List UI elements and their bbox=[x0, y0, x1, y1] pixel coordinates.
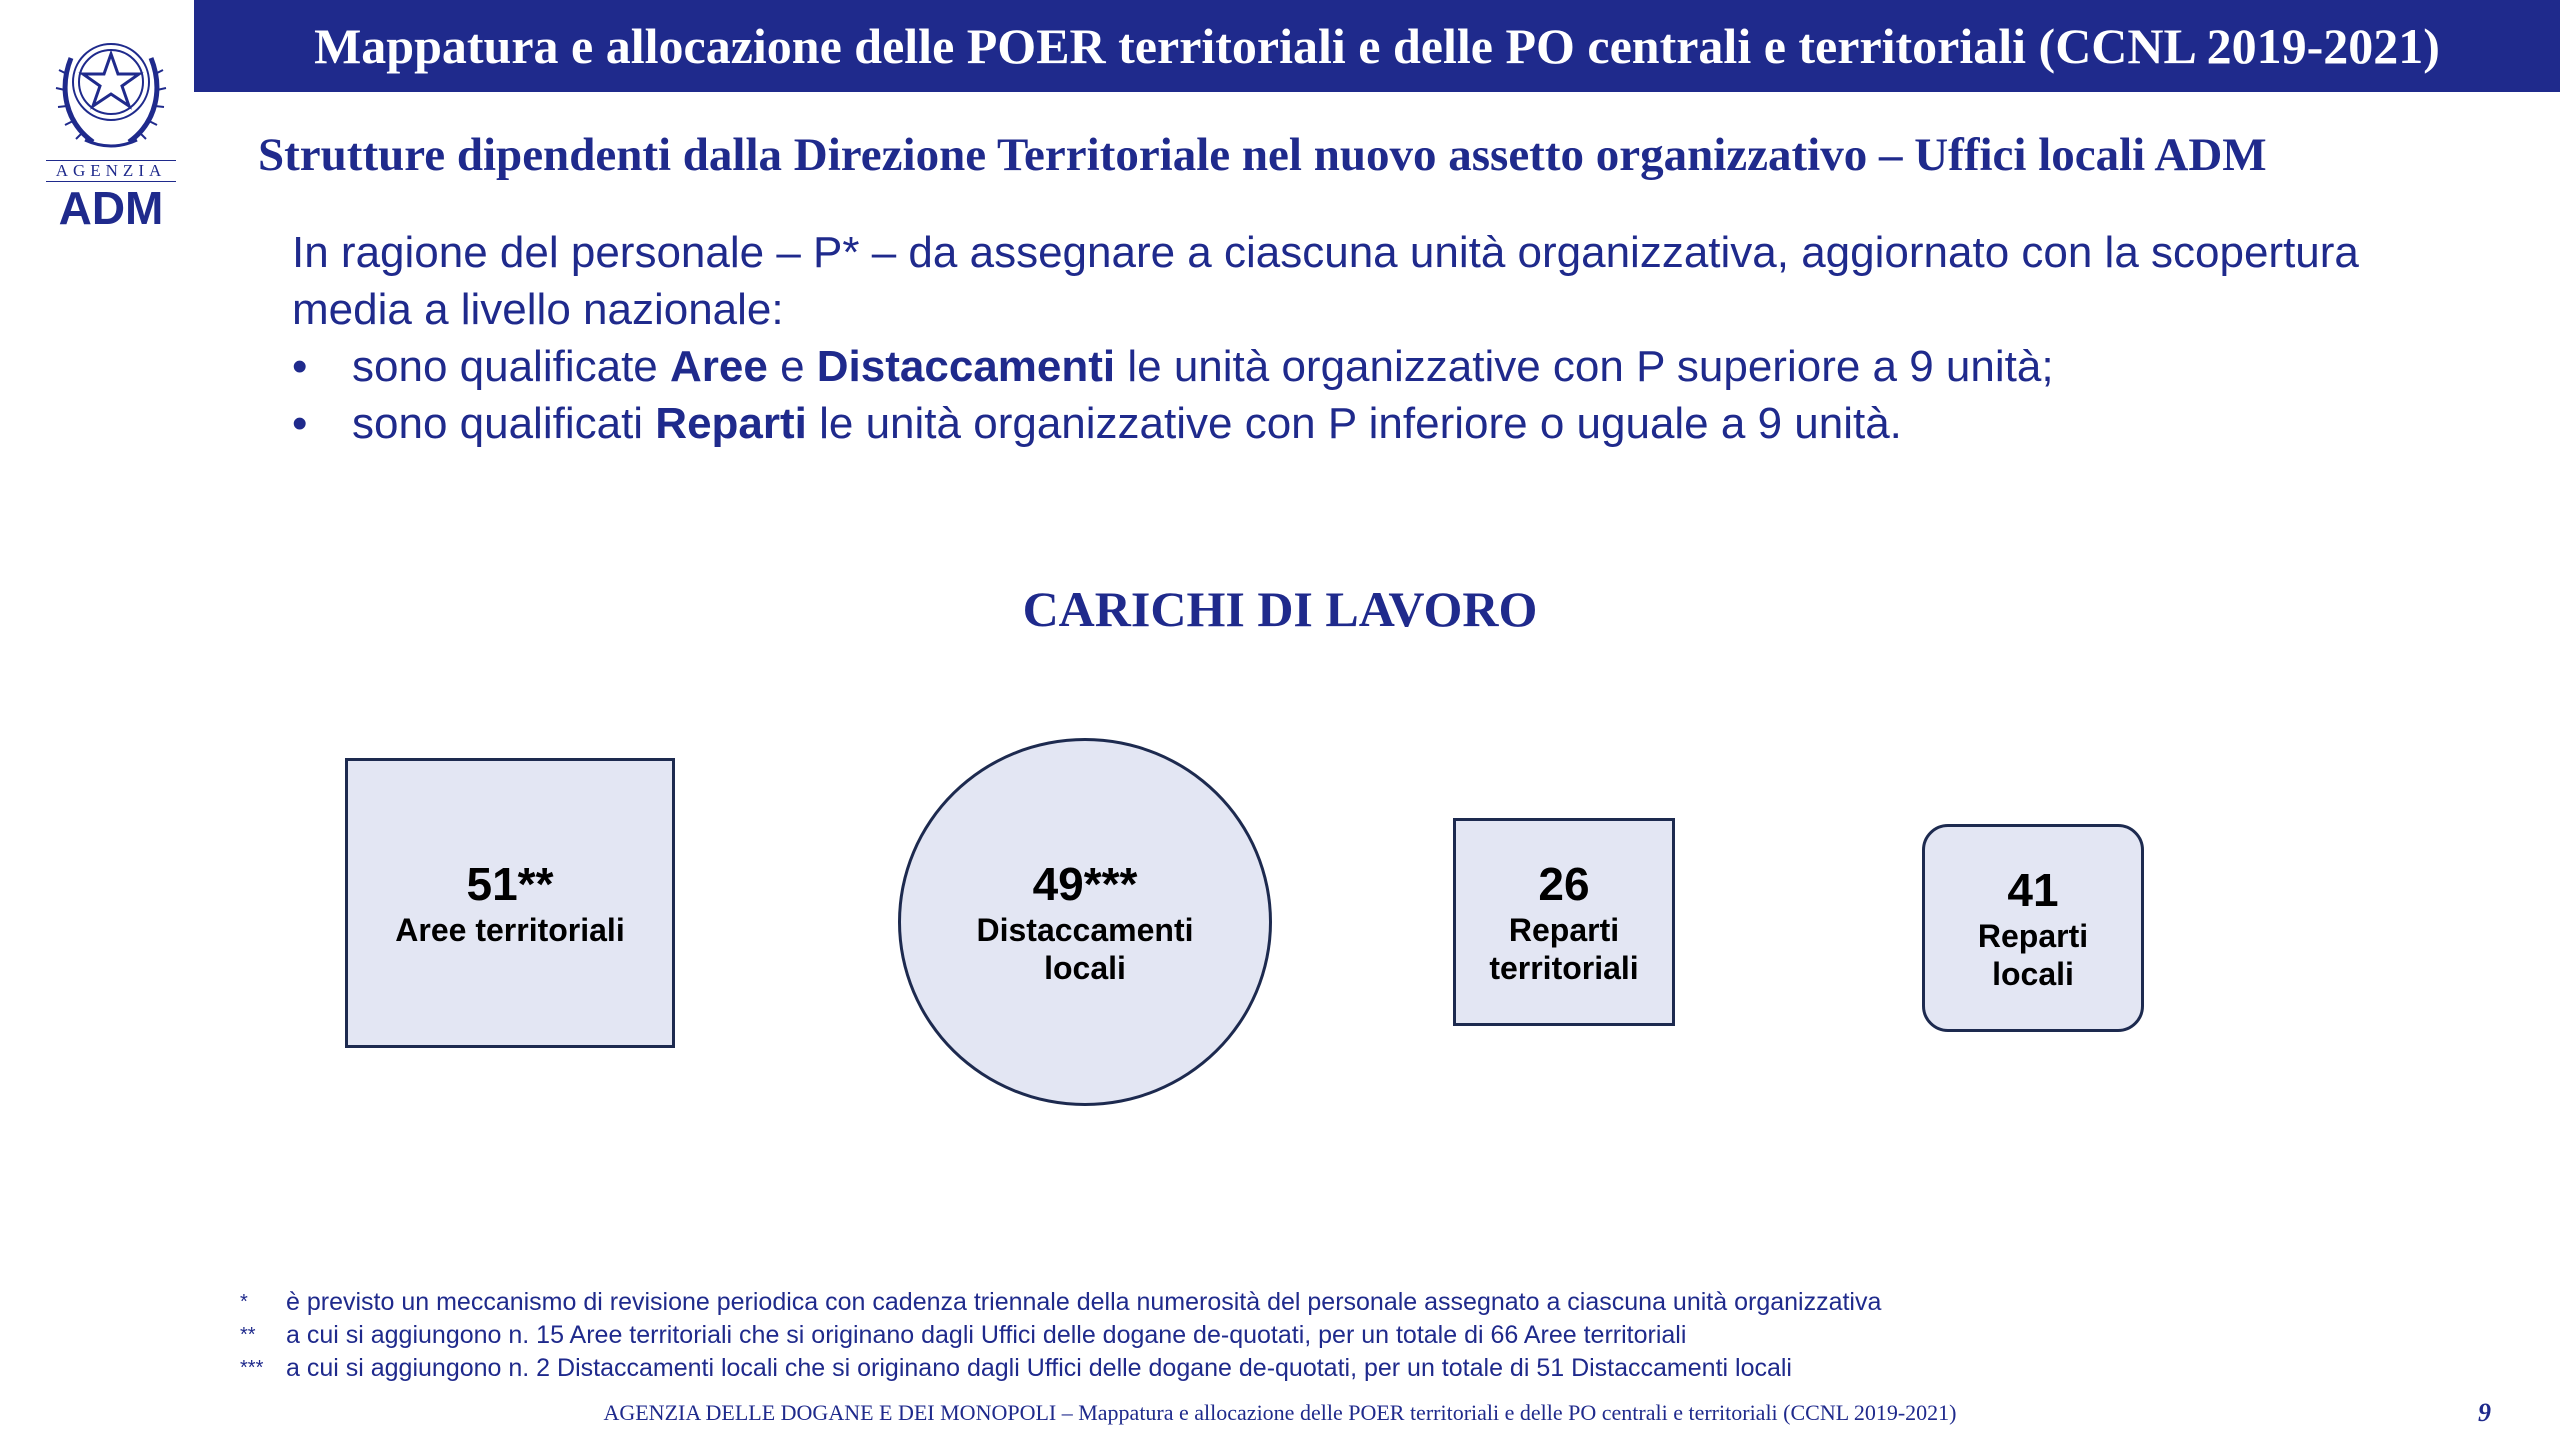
criteria-item bbox=[292, 395, 2442, 452]
workload-count: 49*** bbox=[1032, 858, 1138, 910]
criteria-bold-term: Aree bbox=[670, 342, 768, 391]
emblem-icon bbox=[51, 18, 171, 154]
workload-count: 51** bbox=[466, 858, 554, 910]
footnote bbox=[240, 1319, 1881, 1352]
workload-label: Reparti territoriali bbox=[1489, 912, 1639, 986]
criteria-text: le unità organizzative con P inferiore o uguale a 9 unità. bbox=[806, 399, 1902, 448]
workload-count: 26 bbox=[1538, 858, 1590, 910]
header-bar bbox=[194, 0, 2560, 92]
workload-box-reparti-territoriali bbox=[1453, 818, 1675, 1026]
slide-title: Mappatura e allocazione delle POER territoriali e delle PO centrali e territoriali (CCNL 2019-2021) bbox=[314, 18, 2440, 74]
footnote-mark: *** bbox=[240, 1357, 264, 1379]
criteria-text: sono qualificate bbox=[352, 342, 670, 391]
workload-label: Aree territoriali bbox=[395, 912, 625, 948]
workload-label: Distaccamenti locali bbox=[976, 912, 1194, 986]
workload-box-aree-territoriali bbox=[345, 758, 675, 1048]
criteria-bold-term: Distaccamenti bbox=[816, 342, 1116, 391]
logo-agency-word: AGENZIA bbox=[46, 160, 176, 182]
workload-label: Reparti locali bbox=[1977, 918, 2089, 992]
intro-text bbox=[292, 224, 2442, 452]
bullet-icon: • bbox=[292, 342, 308, 391]
workload-box-reparti-locali bbox=[1922, 824, 2144, 1032]
criteria-list bbox=[292, 338, 2442, 452]
footnote bbox=[240, 1352, 1881, 1385]
logo-acronym: ADM bbox=[58, 182, 164, 234]
slide-footer: AGENZIA DELLE DOGANE E DEI MONOPOLI – Mappatura e allocazione delle POER territoriali e delle PO centrali e territoriali (CCNL 2019-2021) bbox=[603, 1400, 1957, 1425]
slide-subtitle: Strutture dipendenti dalla Direzione Territoriale nel nuovo assetto organizzativo – Uffici locali ADM bbox=[258, 129, 2267, 181]
workload-count: 41 bbox=[2007, 864, 2059, 916]
footnote bbox=[240, 1286, 1881, 1319]
workload-circle-distaccamenti-locali bbox=[898, 738, 1272, 1106]
footnote-text: a cui si aggiungono n. 15 Aree territoriali che si originano dagli Uffici delle dogane de-quotati, per un totale di 66 Aree territoriali bbox=[286, 1321, 1687, 1349]
footnotes bbox=[240, 1286, 1881, 1385]
page-number: 9 bbox=[2478, 1398, 2491, 1427]
criteria-bold-term: Reparti bbox=[655, 399, 807, 448]
agency-logo bbox=[40, 18, 182, 243]
footnote-text: è previsto un meccanismo di revisione periodica con cadenza triennale della numerosità del personale assegnato a ciascuna unità organizzativa bbox=[286, 1288, 1882, 1316]
footnote-mark: ** bbox=[240, 1324, 256, 1346]
criteria-item bbox=[292, 338, 2442, 395]
intro-paragraph: In ragione del personale – P* – da assegnare a ciascuna unità organizzativa, aggiornato con la scopertura media a livello nazionale: bbox=[292, 228, 2359, 334]
criteria-text: e bbox=[767, 342, 817, 391]
workload-title: CARICHI DI LAVORO bbox=[1022, 581, 1538, 637]
footnote-mark: * bbox=[240, 1291, 248, 1313]
criteria-text: le unità organizzative con P superiore a 9 unità; bbox=[1115, 342, 2054, 391]
bullet-icon: • bbox=[292, 399, 308, 448]
criteria-text: sono qualificati bbox=[352, 399, 656, 448]
footnote-text: a cui si aggiungono n. 2 Distaccamenti locali che si originano dagli Uffici delle dogane de-quotati, per un totale di 51 Distaccamenti locali bbox=[286, 1354, 1792, 1382]
